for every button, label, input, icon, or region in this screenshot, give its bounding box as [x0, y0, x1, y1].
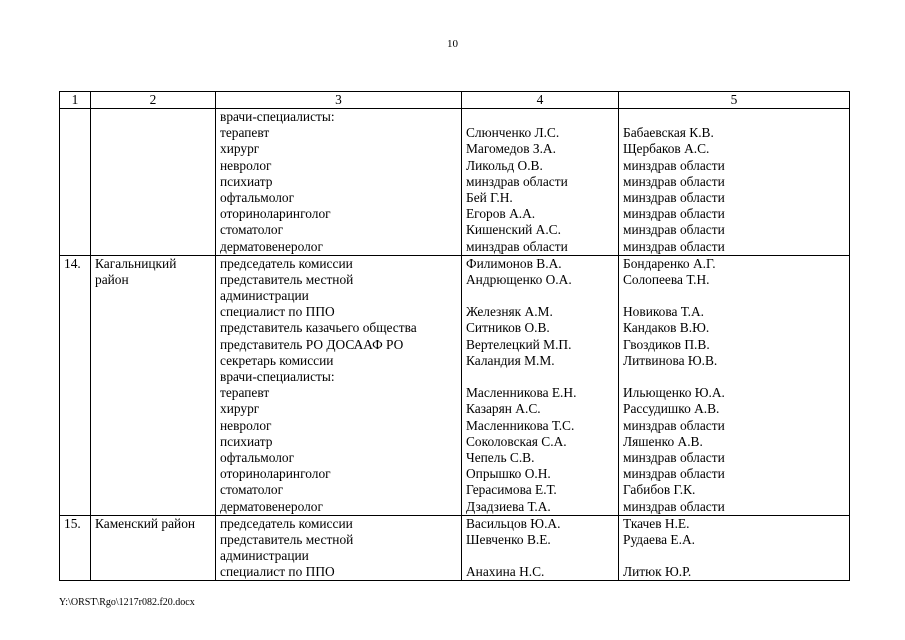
- main-member: Анахина Н.С.: [466, 564, 545, 580]
- table-row: [60, 109, 850, 256]
- reserve-member: Габибов Г.К.: [623, 482, 696, 498]
- commission-role: специалист по ППО: [220, 564, 335, 580]
- commission-role: дерматовенеролог: [220, 238, 323, 254]
- main-member: Каландия М.М.: [466, 352, 555, 368]
- commission-table: [59, 91, 850, 581]
- reserve-member: минздрав области: [623, 498, 725, 514]
- commission-role: терапевт: [220, 125, 270, 141]
- reserve-member: минздрав области: [623, 206, 725, 222]
- table-row: [60, 255, 850, 515]
- main-member: [466, 369, 618, 385]
- commission-role: представитель казачьего общества: [220, 320, 417, 336]
- commission-role-cell: [216, 255, 462, 515]
- row-number: [60, 109, 91, 256]
- reserve-member: [623, 109, 849, 125]
- commission-role: председатель комиссии: [220, 515, 353, 531]
- main-member: Чепель С.В.: [466, 449, 535, 465]
- commission-role: терапевт: [220, 385, 270, 401]
- column-header-3: 3: [216, 92, 462, 109]
- reserve-member: Ляшенко А.В.: [623, 433, 703, 449]
- main-member: минздрав области: [466, 173, 568, 189]
- reserve-member: Литюк Ю.Р.: [623, 564, 692, 580]
- reserve-member: минздрав области: [623, 173, 725, 189]
- commission-role: стоматолог: [220, 222, 284, 238]
- reserve-member: Новикова Т.А.: [623, 304, 705, 320]
- main-member: Андрющенко О.А.: [466, 271, 572, 287]
- commission-role: хирург: [220, 401, 260, 417]
- commission-role: администрации: [220, 288, 309, 304]
- reserve-member: минздрав области: [623, 449, 725, 465]
- table-body: [60, 92, 850, 581]
- column-header-4: 4: [462, 92, 619, 109]
- commission-role: невролог: [220, 157, 272, 173]
- reserve-member: Солопеева Т.Н.: [623, 271, 710, 287]
- main-member: Магомедов З.А.: [466, 141, 556, 157]
- main-member: Дзадзиева Т.А.: [466, 498, 551, 514]
- reserve-member: Ткачев Н.Е.: [623, 515, 690, 531]
- commission-role: офтальмолог: [220, 449, 295, 465]
- reserve-member: [623, 369, 849, 385]
- commission-role: врачи-специалисты:: [220, 369, 335, 384]
- district-name: Каменский район: [95, 515, 196, 531]
- main-member: Масленникова Т.С.: [466, 417, 575, 433]
- main-member: Опрышко О.Н.: [466, 466, 551, 482]
- main-member-cell: [462, 255, 619, 515]
- file-path-footer: Y:\ORST\Rgo\1217r082.f20.docx: [59, 597, 195, 608]
- commission-role-cell: [216, 515, 462, 581]
- commission-role: представитель местной: [220, 531, 354, 547]
- table-row: [60, 515, 850, 581]
- commission-role: представитель местной: [220, 271, 354, 287]
- commission-role: психиатр: [220, 173, 273, 189]
- commission-role: специалист по ППО: [220, 304, 335, 320]
- reserve-member: [623, 288, 849, 304]
- main-member: Слюнченко Л.С.: [466, 125, 560, 141]
- reserve-member-cell: [619, 515, 850, 581]
- reserve-member: минздрав области: [623, 157, 725, 173]
- reserve-member: Щербаков А.С.: [623, 141, 710, 157]
- reserve-member: минздрав области: [623, 189, 725, 205]
- row-number: 14.: [60, 255, 91, 515]
- district-name: Кагальницкий: [95, 255, 177, 271]
- commission-role: председатель комиссии: [220, 255, 353, 271]
- column-header-1: 1: [60, 92, 91, 109]
- commission-role: офтальмолог: [220, 189, 295, 205]
- reserve-member: Бондаренко А.Г.: [623, 255, 716, 271]
- main-member: Егоров А.А.: [466, 206, 536, 222]
- commission-role: невролог: [220, 417, 272, 433]
- reserve-member: минздрав области: [623, 417, 725, 433]
- reserve-member: минздрав области: [623, 466, 725, 482]
- main-member: Ситников О.В.: [466, 320, 550, 336]
- commission-role-cell: [216, 109, 462, 256]
- reserve-member: Гвоздиков П.В.: [623, 336, 710, 352]
- reserve-member: Рудаева Е.А.: [623, 531, 695, 547]
- main-member: Соколовская С.А.: [466, 433, 567, 449]
- main-member: Железняк А.М.: [466, 304, 553, 320]
- reserve-member: Бабаевская К.В.: [623, 125, 714, 141]
- main-member: Кишенский А.С.: [466, 222, 561, 238]
- commission-role: оториноларинголог: [220, 206, 331, 222]
- row-number: 15.: [60, 515, 91, 581]
- main-member: минздрав области: [466, 238, 568, 254]
- district-name: район: [95, 271, 129, 287]
- main-member: [466, 109, 618, 125]
- commission-role: администрации: [220, 548, 309, 564]
- reserve-member: минздрав области: [623, 238, 725, 254]
- reserve-member: минздрав области: [623, 222, 725, 238]
- main-member: [466, 548, 618, 564]
- commission-role: дерматовенеролог: [220, 498, 323, 514]
- main-member-cell: [462, 109, 619, 256]
- main-member: Филимонов В.А.: [466, 255, 562, 271]
- column-header-5: 5: [619, 92, 850, 109]
- reserve-member: Кандаков В.Ю.: [623, 320, 710, 336]
- reserve-member: [623, 548, 849, 564]
- commission-role: психиатр: [220, 433, 273, 449]
- main-member: Васильцов Ю.А.: [466, 515, 561, 531]
- commission-role: врачи-специалисты:: [220, 109, 335, 124]
- main-member: Бей Г.Н.: [466, 189, 513, 205]
- page-number: 10: [447, 38, 458, 50]
- district-name-cell: [91, 109, 216, 256]
- reserve-member: Литвинова Ю.В.: [623, 352, 718, 368]
- main-member: Шевченко В.Е.: [466, 531, 551, 547]
- commission-role: секретарь комиссии: [220, 352, 334, 368]
- column-header-2: 2: [91, 92, 216, 109]
- district-name-cell: [91, 515, 216, 581]
- commission-role: оториноларинголог: [220, 466, 331, 482]
- table-header-row: [60, 92, 850, 109]
- reserve-member: Ильющенко Ю.А.: [623, 385, 725, 401]
- main-member-cell: [462, 515, 619, 581]
- reserve-member: Рассудишко А.В.: [623, 401, 720, 417]
- commission-role: стоматолог: [220, 482, 284, 498]
- main-member: [466, 288, 618, 304]
- main-member: Вертелецкий М.П.: [466, 336, 572, 352]
- commission-role: представитель РО ДОСААФ РО: [220, 336, 404, 352]
- main-member: Казарян А.С.: [466, 401, 541, 417]
- reserve-member-cell: [619, 109, 850, 256]
- main-member: Масленникова Е.Н.: [466, 385, 577, 401]
- reserve-member-cell: [619, 255, 850, 515]
- district-name-cell: [91, 255, 216, 515]
- commission-role: хирург: [220, 141, 260, 157]
- main-member: Герасимова Е.Т.: [466, 482, 557, 498]
- main-member: Ликольд О.В.: [466, 157, 543, 173]
